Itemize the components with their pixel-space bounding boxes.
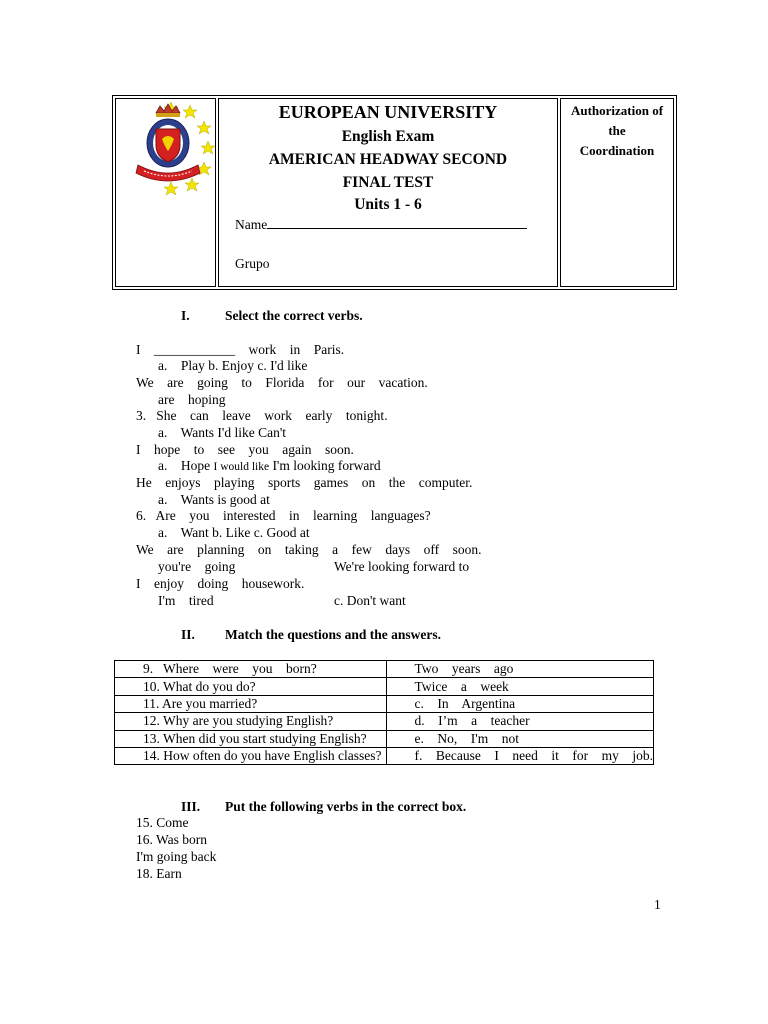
question-cell: 10. What do you do? — [115, 678, 387, 695]
answer-cell: f. Because I need it for my job. — [386, 747, 653, 764]
match-table — [114, 660, 654, 765]
question-line: We are planning on taking a few days off soon. — [136, 542, 482, 557]
question-cell: 9. Where were you born? — [115, 661, 387, 678]
section-1-heading — [181, 308, 363, 324]
name-label: Name — [235, 217, 268, 232]
question-line: 3. She can leave work early tonight. — [136, 408, 388, 423]
list-item: 15. Come — [136, 815, 189, 830]
authorization-line: the — [608, 123, 626, 138]
answer-options — [158, 458, 381, 474]
answer-cell: d. I’m a teacher — [386, 713, 653, 730]
question-cell: 12. Why are you studying English? — [115, 713, 387, 730]
answer-prefix: a. Hope — [158, 458, 214, 473]
name-field[interactable] — [235, 216, 527, 233]
page-number: 1 — [654, 897, 661, 912]
answer-options: a. Play b. Enjoy c. I'd like — [158, 358, 308, 373]
answer-cell: Twice a week — [386, 678, 653, 695]
answer-cell: c. In Argentina — [386, 695, 653, 712]
university-crest-logo — [116, 99, 215, 199]
table-row — [115, 678, 654, 695]
answer-cell: Two years ago — [386, 661, 653, 678]
exam-title: English Exam — [341, 128, 435, 145]
table-row — [115, 661, 654, 678]
course-title: AMERICAN HEADWAY SECOND — [268, 151, 508, 168]
authorization-cell — [560, 98, 674, 287]
question-cell: 11. Are you married? — [115, 695, 387, 712]
table-row — [115, 713, 654, 730]
university-name: EUROPEAN UNIVERSITY — [278, 102, 498, 122]
answer-suffix: I'm looking forward — [269, 458, 381, 473]
authorization-text — [561, 101, 673, 161]
answer-cell: e. No, I'm not — [386, 730, 653, 747]
section-2-title: Match the questions and the answers. — [225, 627, 442, 642]
list-item: 18. Earn — [136, 866, 182, 881]
name-blank-line[interactable] — [267, 216, 527, 229]
question-cell: 14. How often do you have English classes? — [115, 747, 387, 764]
answer-option-left: you're going — [158, 559, 236, 574]
exam-header — [112, 95, 677, 290]
question-line: We are going to Florida for our vacation. — [136, 375, 428, 390]
title-cell — [218, 98, 558, 287]
section-2-number: II. — [181, 627, 195, 642]
section-1-number: I. — [181, 308, 190, 323]
table-row — [115, 695, 654, 712]
answer-options: are hoping — [158, 392, 226, 407]
answer-option-left: I'm tired — [158, 593, 214, 608]
units-title: Units 1 - 6 — [354, 196, 422, 213]
authorization-line: Authorization of — [570, 103, 664, 118]
answer-option-right: We're looking forward to — [334, 559, 470, 574]
question-line: He enjoys playing sports games on the computer. — [136, 475, 473, 490]
group-label: Grupo — [235, 256, 270, 271]
section-1-title: Select the correct verbs. — [225, 308, 363, 323]
question-line: I enjoy doing housework. — [136, 576, 305, 591]
question-cell: 13. When did you start studying English? — [115, 730, 387, 747]
table-row — [115, 747, 654, 764]
test-title: FINAL TEST — [342, 174, 434, 191]
answer-small-text: I would like — [213, 461, 270, 473]
question-line: I hope to see you again soon. — [136, 442, 354, 457]
logo-cell — [115, 98, 216, 287]
list-item: 16. Was born — [136, 832, 208, 847]
table-row — [115, 730, 654, 747]
answer-options: a. Wants is good at — [158, 492, 270, 507]
authorization-line: Coordination — [579, 143, 655, 158]
section-3-title: Put the following verbs in the correct box. — [225, 799, 467, 814]
answer-option-right: c. Don't want — [334, 593, 406, 608]
answer-options: a. Wants I'd like Can't — [158, 425, 287, 440]
list-item: I'm going back — [136, 849, 217, 864]
section-2-heading — [181, 627, 441, 643]
section-3-heading — [181, 799, 466, 815]
section-3-number: III. — [181, 799, 201, 814]
question-line: 6. Are you interested in learning languages? — [136, 508, 431, 523]
answer-options: a. Want b. Like c. Good at — [158, 525, 310, 540]
question-line: I ____________ work in Paris. — [136, 342, 345, 357]
